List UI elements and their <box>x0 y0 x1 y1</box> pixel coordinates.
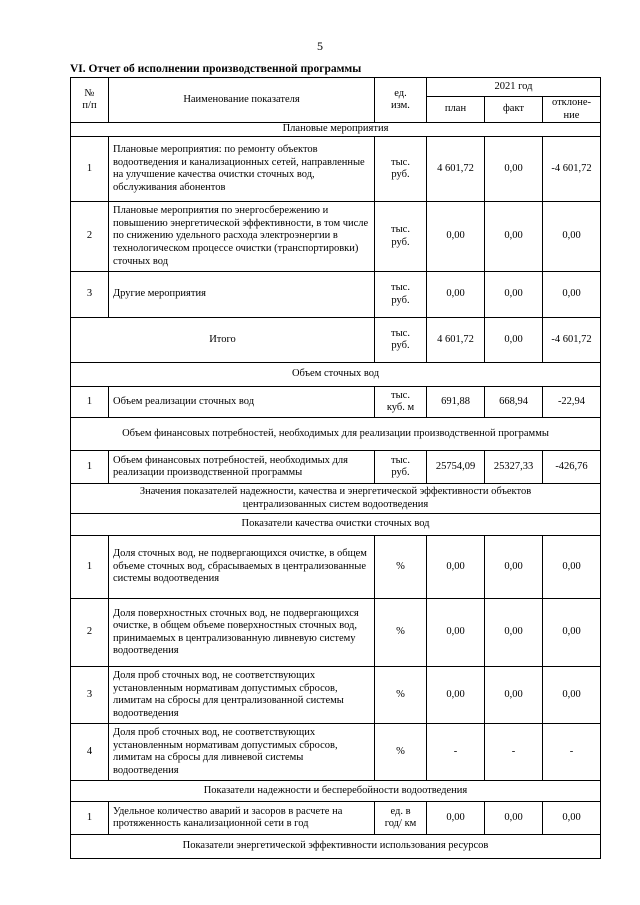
section-row <box>71 781 601 802</box>
section-reliability: Показатели надежности и бесперебойности водоотведения <box>71 781 601 802</box>
row-fact: 0,00 <box>485 202 543 272</box>
section-row <box>71 484 601 514</box>
header-plan: план <box>427 97 485 123</box>
header-num: № п/п <box>71 78 109 123</box>
row-plan: 0,00 <box>427 599 485 667</box>
row-plan: 0,00 <box>427 536 485 599</box>
row-number: 2 <box>71 599 109 667</box>
row-fact: 0,00 <box>485 599 543 667</box>
row-name: Другие мероприятия <box>109 272 375 318</box>
table-row <box>71 272 601 318</box>
header-year: 2021 год <box>427 78 601 97</box>
row-unit: тыс. руб. <box>375 318 427 363</box>
row-fact: - <box>485 724 543 781</box>
row-name: Объем финансовых потребностей, необходимых для реализации производственной программы <box>109 451 375 484</box>
row-plan: 0,00 <box>427 272 485 318</box>
row-name: Плановые мероприятия: по ремонту объектов водоотведения и канализационных сетей, направленные на улучшение качества очистки сточных вод, обслуживания абонентов <box>109 137 375 202</box>
table-row <box>71 667 601 724</box>
row-unit: тыс. руб. <box>375 272 427 318</box>
row-fact: 0,00 <box>485 272 543 318</box>
row-fact: 0,00 <box>485 802 543 835</box>
row-unit: тыс. руб. <box>375 202 427 272</box>
row-number: 1 <box>71 802 109 835</box>
row-name: Плановые мероприятия по энергосбережению и повышению энергетической эффективности, в том числе по снижению удельного расхода электроэнергии в технологическом процессе очистки (транспортировки) сточных вод <box>109 202 375 272</box>
row-unit: % <box>375 724 427 781</box>
row-unit: тыс. куб. м <box>375 387 427 418</box>
table-row <box>71 137 601 202</box>
header-row <box>71 78 601 97</box>
row-unit: тыс. руб. <box>375 451 427 484</box>
row-unit: % <box>375 599 427 667</box>
row-number: 1 <box>71 536 109 599</box>
row-number: 1 <box>71 137 109 202</box>
header-name: Наименование показателя <box>109 78 375 123</box>
row-fact: 25327,33 <box>485 451 543 484</box>
page-number: 5 <box>317 39 323 53</box>
section-energy-efficiency: Показатели энергетической эффективности использования ресурсов <box>71 835 601 859</box>
row-fact: 0,00 <box>485 137 543 202</box>
section-title: VI. Отчет об исполнении производственной программы <box>70 63 362 75</box>
row-unit: % <box>375 667 427 724</box>
row-deviation: -426,76 <box>543 451 601 484</box>
row-plan: 25754,09 <box>427 451 485 484</box>
row-deviation: -4 601,72 <box>543 318 601 363</box>
section-row <box>71 123 601 137</box>
row-fact: 0,00 <box>485 318 543 363</box>
section-row <box>71 835 601 859</box>
section-row <box>71 514 601 536</box>
header-deviation: отклоне- ние <box>543 97 601 123</box>
row-deviation: -22,94 <box>543 387 601 418</box>
row-number: 4 <box>71 724 109 781</box>
row-deviation: 0,00 <box>543 536 601 599</box>
row-name: Удельное количество аварий и засоров в расчете на протяженность канализационной сети в год <box>109 802 375 835</box>
section-financial-needs: Объем финансовых потребностей, необходимых для реализации производственной программы <box>71 418 601 451</box>
row-name: Объем реализации сточных вод <box>109 387 375 418</box>
row-unit: тыс. руб. <box>375 137 427 202</box>
row-plan: 4 601,72 <box>427 318 485 363</box>
table-row <box>71 802 601 835</box>
row-plan: 4 601,72 <box>427 137 485 202</box>
row-number: 3 <box>71 667 109 724</box>
section-planned-measures: Плановые мероприятия <box>71 123 601 137</box>
row-deviation: 0,00 <box>543 667 601 724</box>
row-name: Доля сточных вод, не подвергающихся очистке, в общем объеме сточных вод, сбрасываемых в централизованные системы водоотведения <box>109 536 375 599</box>
row-deviation: 0,00 <box>543 802 601 835</box>
row-fact: 0,00 <box>485 536 543 599</box>
section-row <box>71 418 601 451</box>
table-row <box>71 724 601 781</box>
row-deviation: -4 601,72 <box>543 137 601 202</box>
row-name: Доля проб сточных вод, не соответствующих установленным нормативам допустимых сбросов, лимитам на сбросы для централизованной системы водоотведения <box>109 667 375 724</box>
row-number: 1 <box>71 387 109 418</box>
row-plan: 0,00 <box>427 667 485 724</box>
table-row <box>71 202 601 272</box>
row-unit: ед. в год/ км <box>375 802 427 835</box>
row-number: 3 <box>71 272 109 318</box>
row-plan: 0,00 <box>427 202 485 272</box>
row-plan: 0,00 <box>427 802 485 835</box>
section-row <box>71 363 601 387</box>
row-deviation: - <box>543 724 601 781</box>
header-fact: факт <box>485 97 543 123</box>
section-reliability-quality-indicators: Значения показателей надежности, качества и энергетической эффективности объектов централизованных систем водоотведения <box>71 484 601 514</box>
table-row <box>71 599 601 667</box>
table-row <box>71 387 601 418</box>
total-row <box>71 318 601 363</box>
row-name: Доля проб сточных вод, не соответствующих установленным нормативам допустимых сбросов, лимитам на сбросы для ливневой системы водоотведения <box>109 724 375 781</box>
table-row <box>71 451 601 484</box>
row-plan: 691,88 <box>427 387 485 418</box>
row-fact: 668,94 <box>485 387 543 418</box>
row-deviation: 0,00 <box>543 599 601 667</box>
table-row <box>71 536 601 599</box>
row-plan: - <box>427 724 485 781</box>
row-deviation: 0,00 <box>543 202 601 272</box>
row-name: Итого <box>71 318 375 363</box>
header-unit: ед. изм. <box>375 78 427 123</box>
row-deviation: 0,00 <box>543 272 601 318</box>
report-table <box>70 77 601 859</box>
row-number: 2 <box>71 202 109 272</box>
row-unit: % <box>375 536 427 599</box>
row-name: Доля поверхностных сточных вод, не подвергающихся очистке, в общем объеме поверхностных сточных вод, принимаемых в централизованную ливневую систему водоотведения <box>109 599 375 667</box>
section-treatment-quality: Показатели качества очистки сточных вод <box>71 514 601 536</box>
section-wastewater-volume: Объем сточных вод <box>71 363 601 387</box>
row-fact: 0,00 <box>485 667 543 724</box>
row-number: 1 <box>71 451 109 484</box>
